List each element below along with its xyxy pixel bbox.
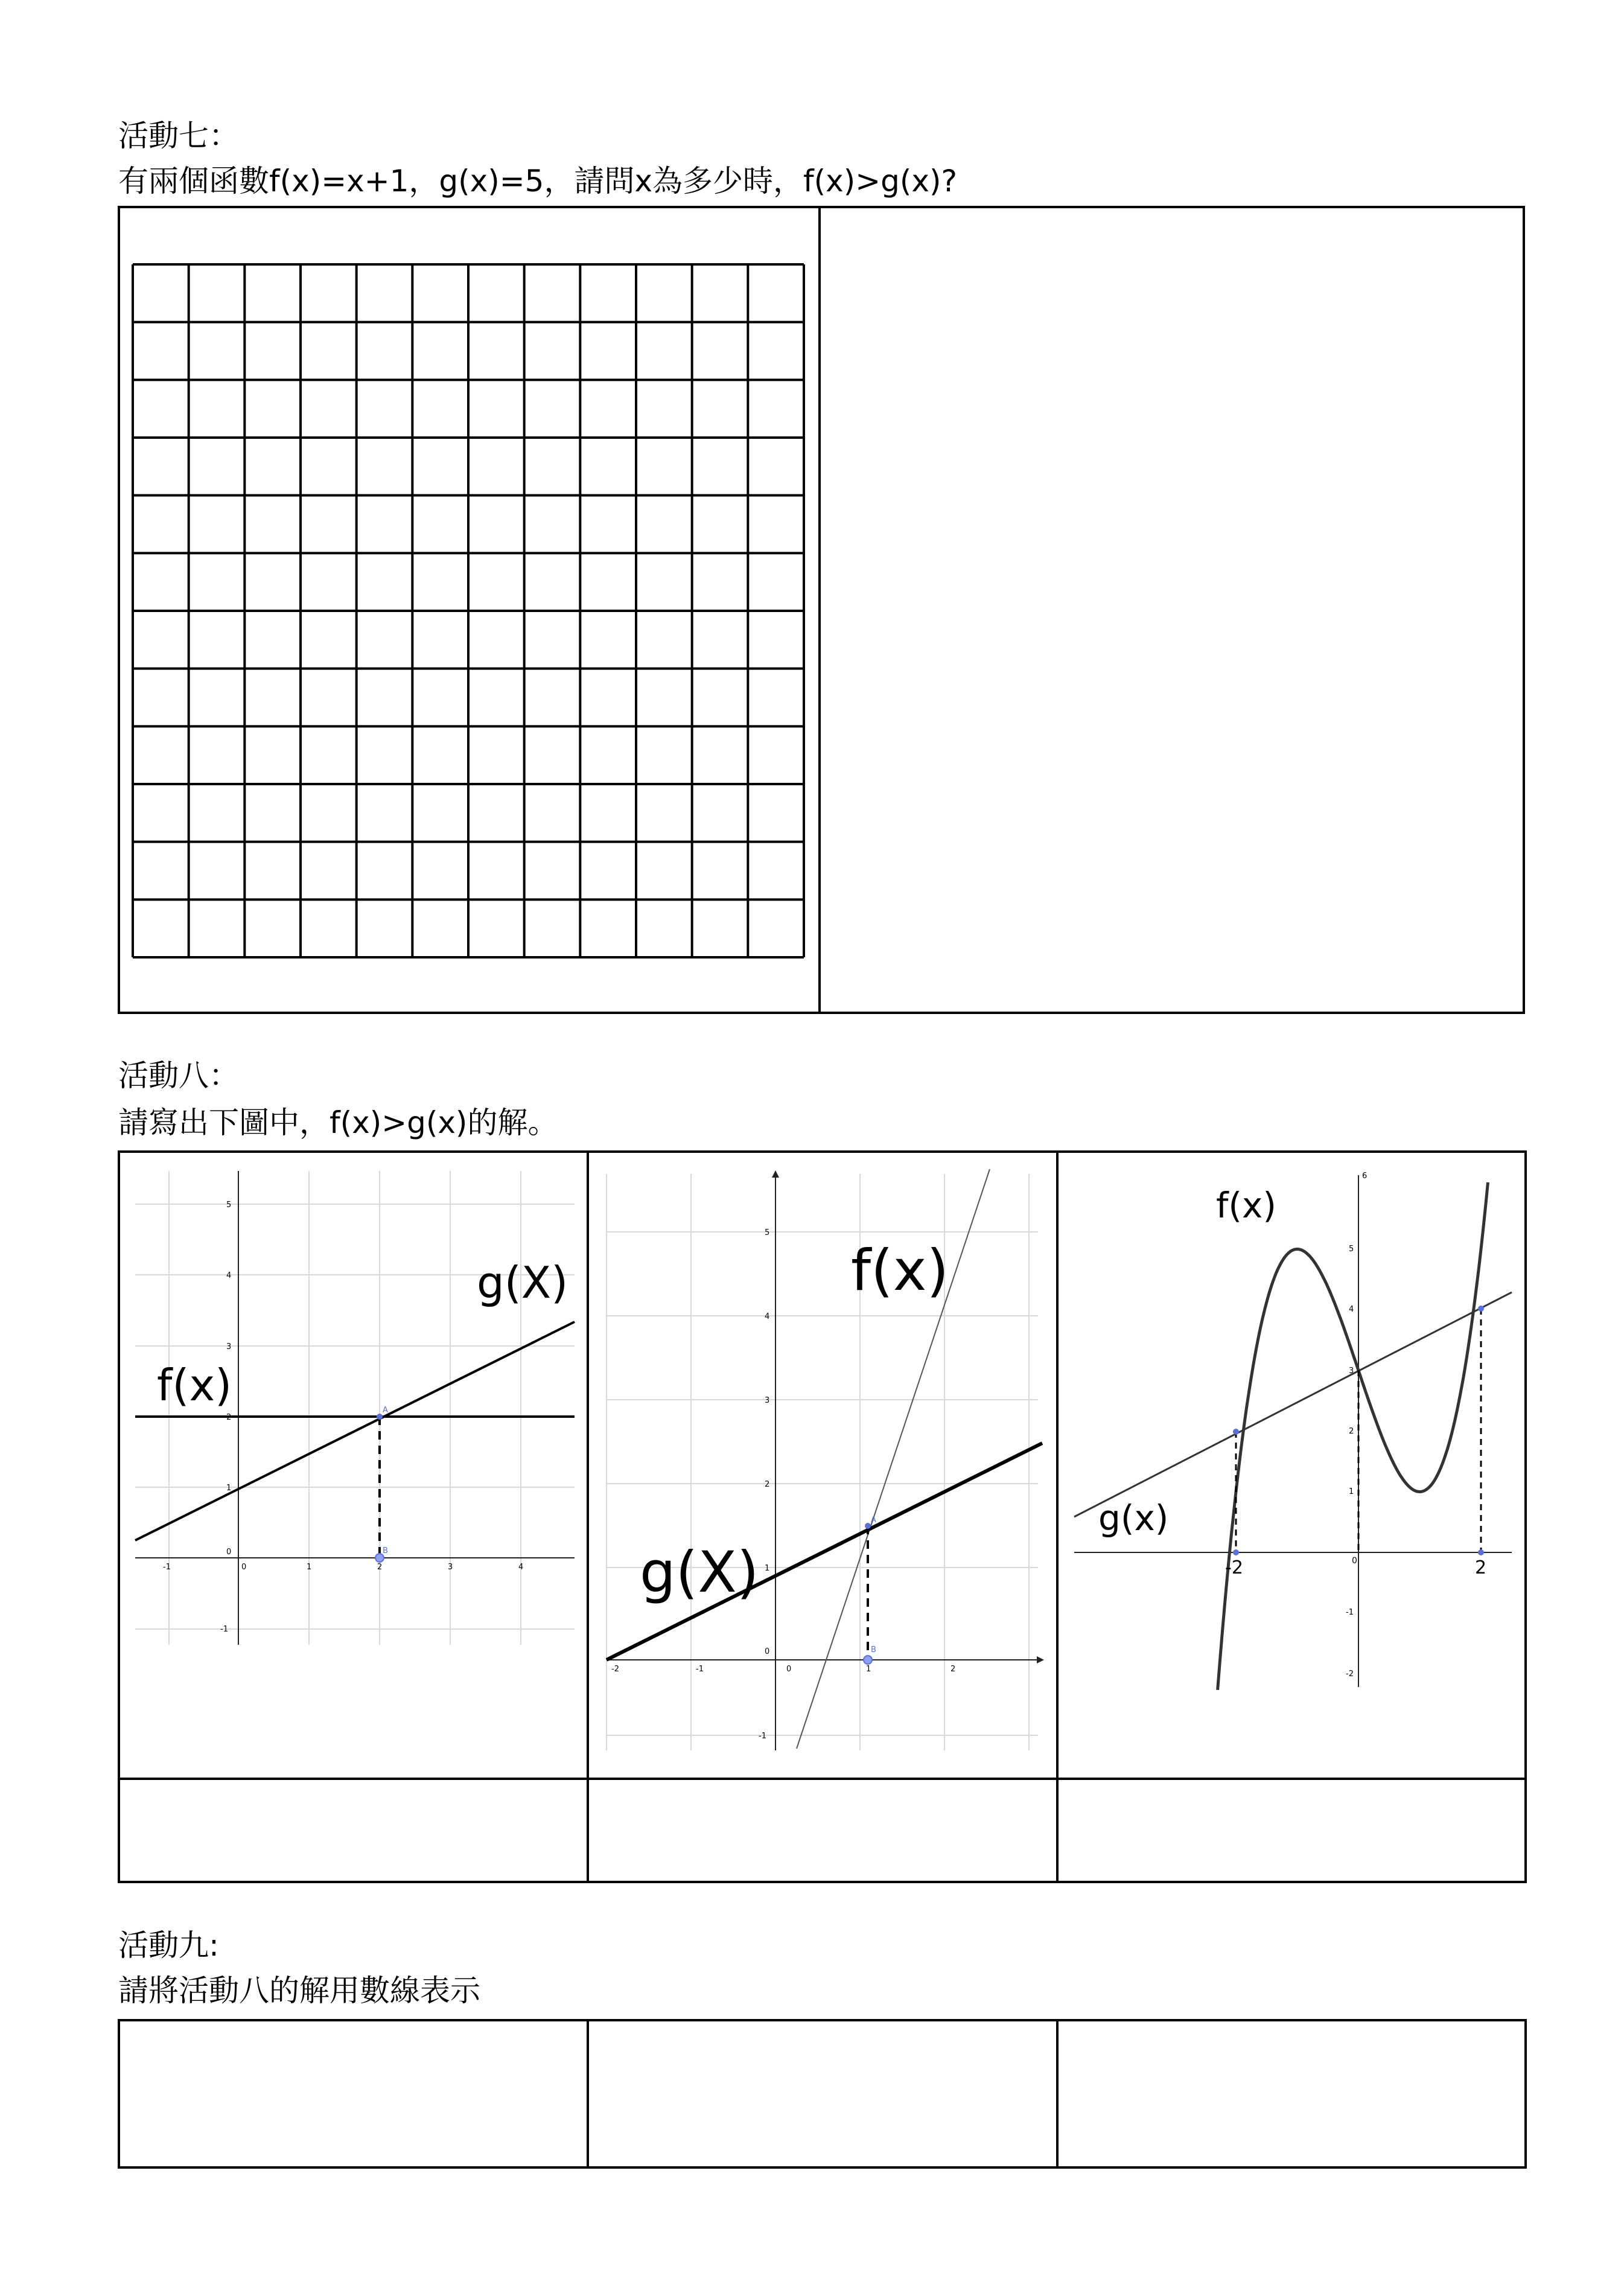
activity7-square-grid: [130, 262, 806, 960]
graph-1-g-label: g(X): [477, 1257, 568, 1308]
graph-1-ytick: -1: [220, 1625, 228, 1634]
graph-3-ytick: -2: [1346, 1670, 1354, 1679]
graph-3-ytick: 3: [1349, 1367, 1354, 1376]
graph-2-ytick: 4: [765, 1312, 770, 1321]
graph-1-g-line: [135, 1322, 575, 1540]
graph-3-f-label: f(x): [1216, 1185, 1276, 1226]
graph-2-point-a: [865, 1523, 871, 1529]
activity9-question: 請將活動八的解用數線表示: [118, 1973, 480, 2008]
graph-3-xtick: 2: [1475, 1557, 1487, 1578]
graph-2-xtick: -2: [611, 1665, 619, 1674]
activity8-col-divider-1: [587, 1150, 589, 1883]
graph-3-ytick: -1: [1346, 1608, 1354, 1617]
activity8-title: 活動八：: [118, 1058, 239, 1093]
activity8-question: 請寫出下圖中，f(x)>g(x)的解。: [118, 1105, 558, 1140]
graph-1-ytick: 1: [226, 1484, 232, 1493]
graph-3-point-left-axis: [1233, 1549, 1239, 1555]
graph-1-point-a: [377, 1414, 383, 1420]
graph-2-gridlines: [607, 1174, 1038, 1750]
graph-2-ytick: 0: [765, 1647, 770, 1656]
graph-2-xtick: 2: [951, 1665, 956, 1674]
activity7-question: 有兩個函數f(x)=x+1，g(x)=5，請問x為多少時，f(x)>g(x)?: [118, 164, 958, 199]
graph-1-xtick: 1: [307, 1563, 312, 1572]
activity9-col-divider-2: [1056, 2019, 1059, 2169]
graph-3-ytick: 6: [1362, 1172, 1368, 1181]
graph-1-ytick: 3: [226, 1342, 232, 1351]
activity8-row-divider: [118, 1778, 1527, 1780]
activity9-answer-cell-2[interactable]: [590, 2022, 1055, 2166]
graph-1-ytick: 5: [226, 1201, 232, 1210]
graph-3: [1062, 1162, 1521, 1705]
graph-2-xtick: 1: [866, 1665, 871, 1674]
graph-2-label-b: B: [871, 1645, 876, 1654]
graph-1-f-label: f(x): [157, 1360, 232, 1411]
graph-2-xtick: -1: [696, 1665, 704, 1674]
graph-3-intersection-left: [1233, 1429, 1239, 1435]
graph-2-g-label: g(X): [640, 1540, 759, 1606]
graph-3-intersection-right: [1478, 1306, 1484, 1312]
activity8-answer-cell-3[interactable]: [1060, 1781, 1524, 1880]
activity9-answer-cell-3[interactable]: [1060, 2022, 1524, 2166]
graph-2-ytick: 2: [765, 1480, 770, 1489]
graph-3-g-line: [1074, 1292, 1512, 1517]
activity8-answer-cell-2[interactable]: [590, 1781, 1055, 1880]
graph-2-f-label: f(x): [851, 1238, 949, 1304]
activity9-title: 活動九:: [118, 1928, 219, 1963]
graph-1-xtick: 0: [241, 1563, 247, 1572]
graph-1-label-b: B: [383, 1546, 388, 1555]
graph-1-xtick: 2: [377, 1563, 383, 1572]
graph-2: [594, 1162, 1050, 1759]
graph-3-ytick: 4: [1349, 1305, 1354, 1314]
graph-3-xtick: 0: [1352, 1556, 1357, 1566]
activity8-answer-cell-1[interactable]: [121, 1781, 585, 1880]
graph-2-ytick: -1: [759, 1732, 766, 1741]
activity9-col-divider-1: [587, 2019, 589, 2169]
graph-3-point-right-axis: [1478, 1549, 1484, 1555]
graph-3-ytick: 1: [1349, 1487, 1354, 1496]
activity8-col-divider-2: [1056, 1150, 1059, 1883]
graph-2-label-a: A: [871, 1516, 876, 1525]
graph-1-ytick: 4: [226, 1271, 232, 1280]
graph-1-ytick: 2: [226, 1413, 232, 1422]
graph-2-y-axis-arrow: [772, 1170, 779, 1178]
activity7-table-divider: [818, 206, 821, 1014]
graph-2-xtick: 0: [786, 1665, 792, 1674]
graph-3-xtick: -2: [1225, 1557, 1243, 1578]
graph-1-label-a: A: [383, 1406, 388, 1415]
graph-1-origin: 0: [226, 1548, 232, 1557]
graph-1-xtick: 4: [518, 1563, 524, 1572]
graph-2-x-axis-arrow: [1037, 1656, 1044, 1663]
graph-2-ytick: 3: [765, 1396, 770, 1405]
graph-1-xtick: -1: [163, 1563, 171, 1572]
activity9-answer-cell-1[interactable]: [121, 2022, 585, 2166]
graph-2-point-b: [864, 1656, 872, 1664]
graph-3-g-label: g(x): [1098, 1497, 1169, 1539]
graph-1: [127, 1162, 582, 1645]
activity7-work-area[interactable]: [822, 209, 1522, 1011]
graph-2-ytick: 1: [765, 1564, 770, 1573]
graph-2-ytick: 5: [765, 1228, 770, 1237]
activity7-title: 活動七：: [118, 118, 239, 153]
graph-3-ytick: 5: [1349, 1245, 1354, 1254]
graph-1-xtick: 3: [448, 1563, 453, 1572]
graph-3-ytick: 2: [1349, 1427, 1354, 1436]
